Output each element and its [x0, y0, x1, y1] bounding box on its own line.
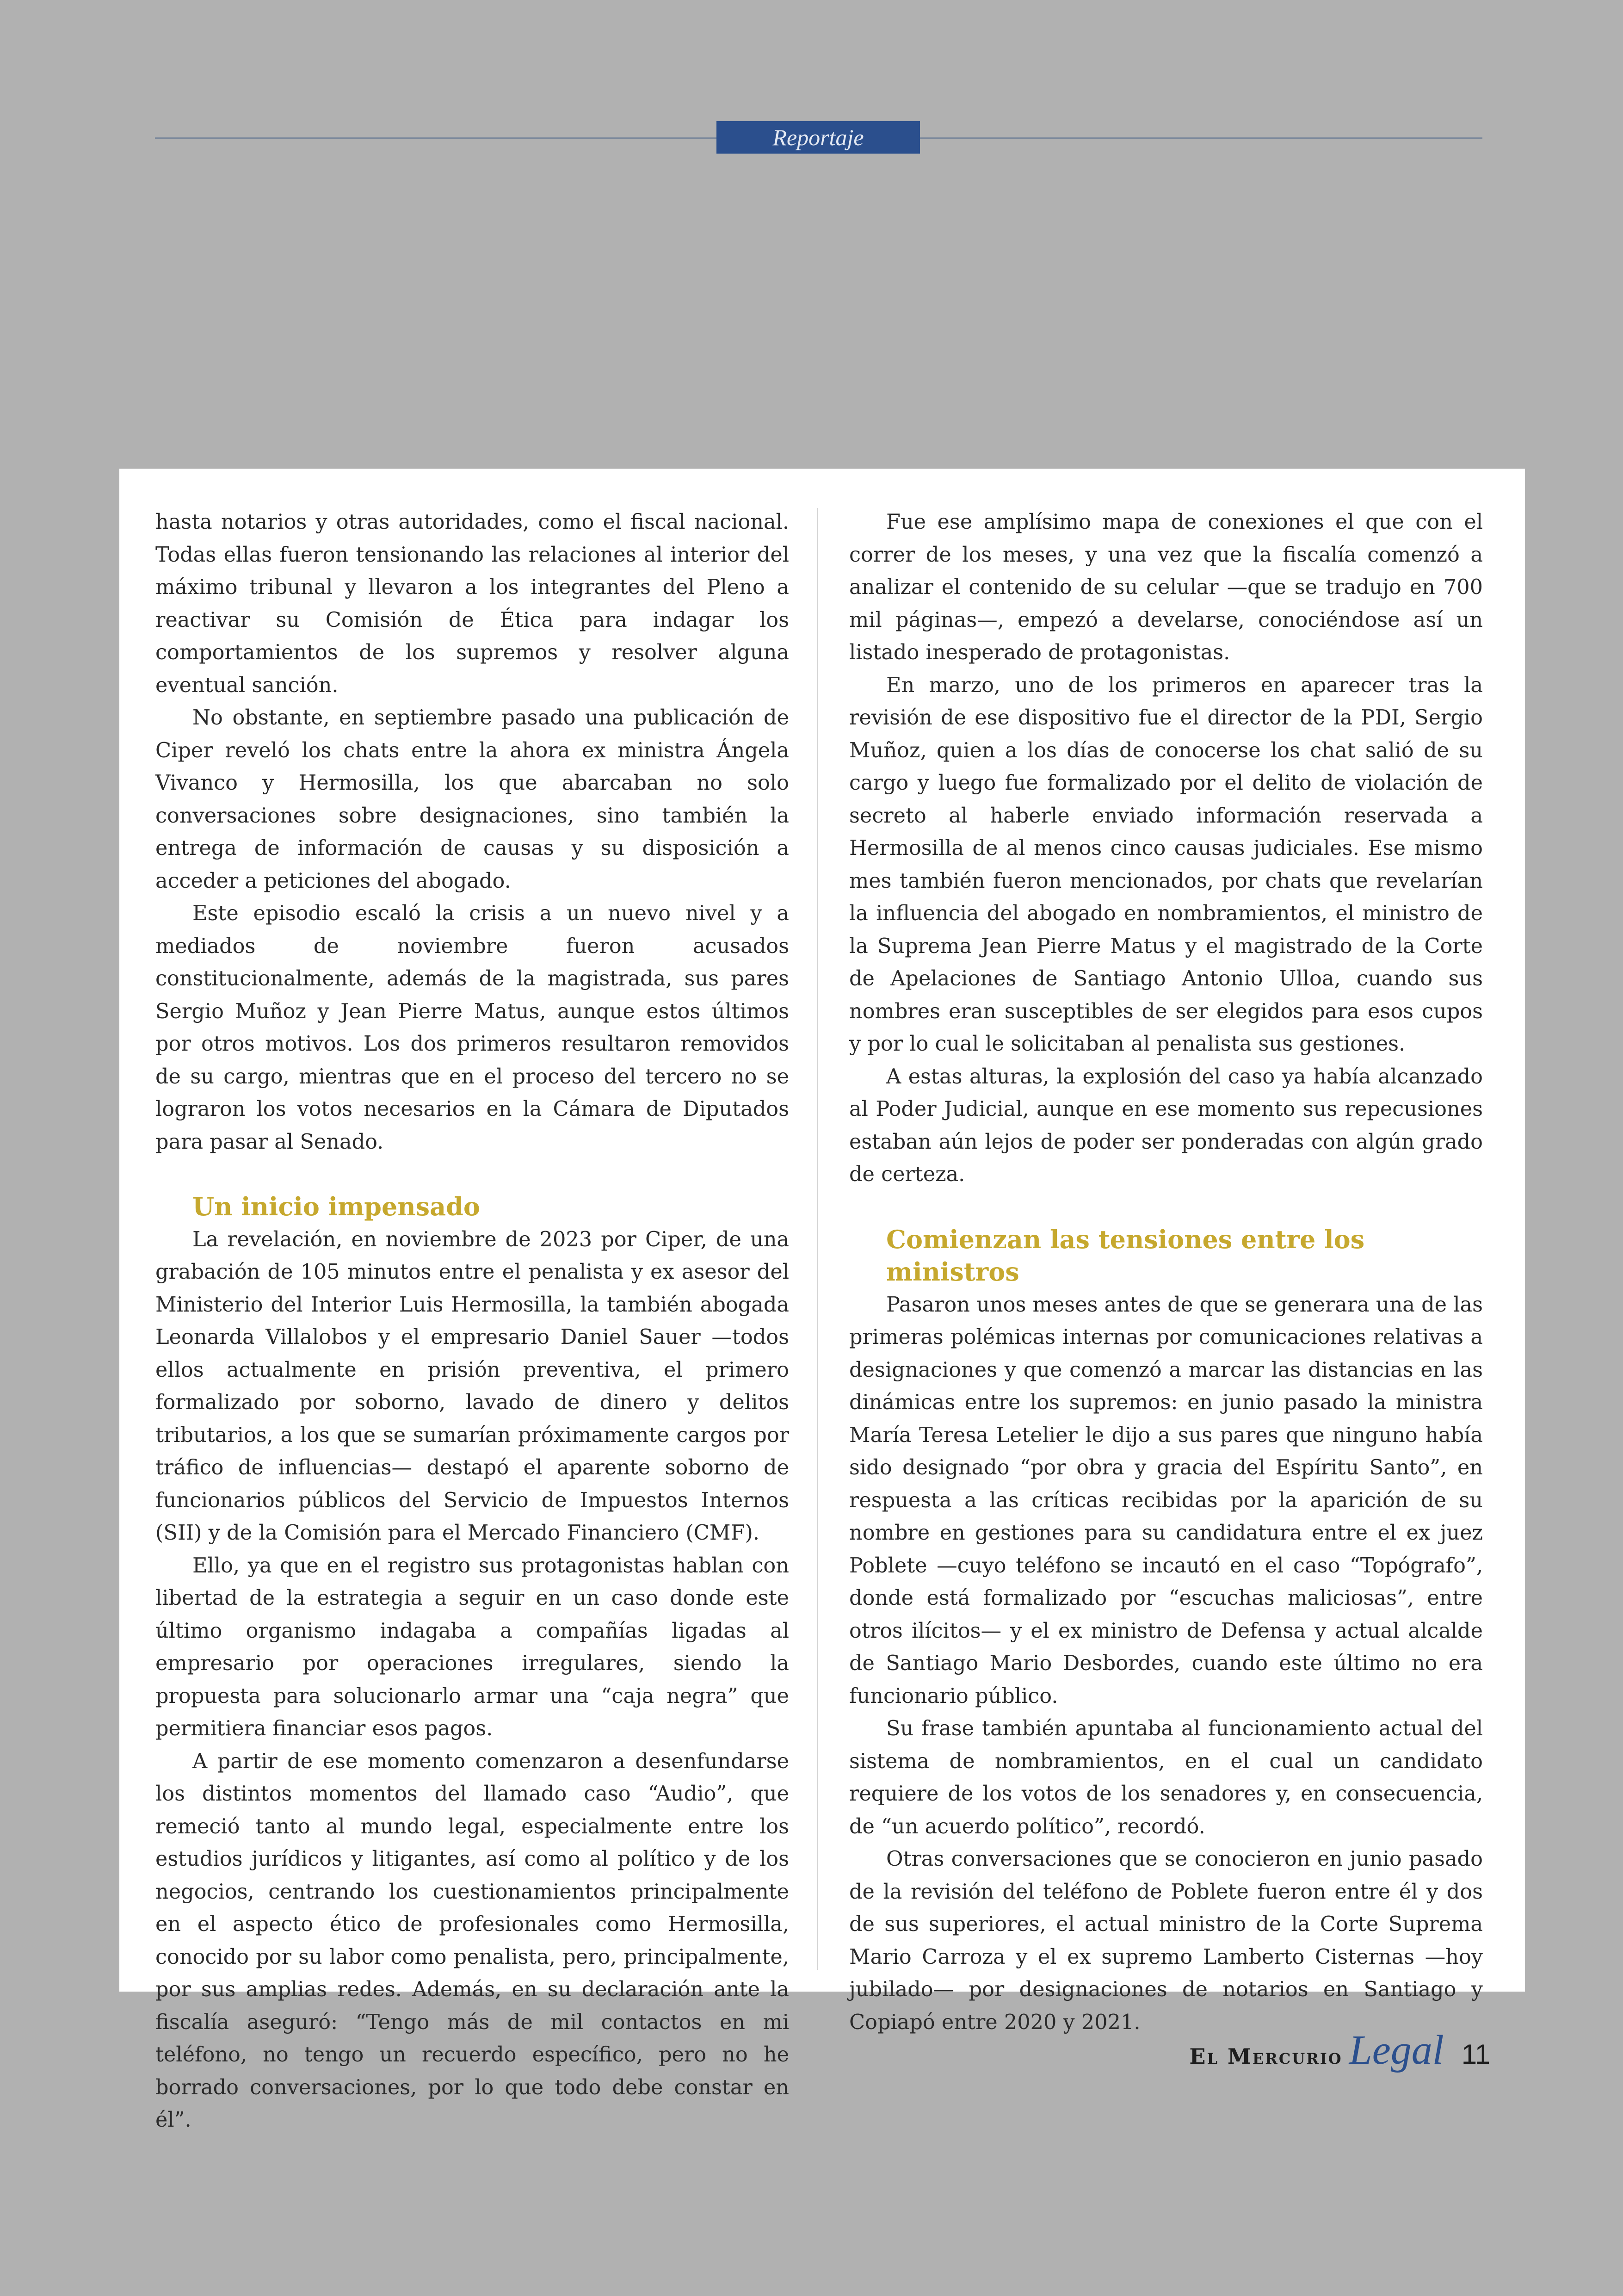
left-column: [155, 506, 789, 2136]
paragraph: hasta notarios y otras autoridades, como el fiscal nacional. Todas ellas fueron tensionando las relaciones al interior del máximo tribunal y llevaron a los integrantes del Pleno a reactivar su Comisión de Ética para indagar los comportamientos de los supremos y resolver alguna eventual sanción.: [155, 510, 789, 697]
paragraph: Ello, ya que en el registro sus protagonistas hablan con libertad de la estrategia a seguir en un caso donde este último organismo indagaba a compañías ligadas al empresario por operaciones irregulares, siendo la propuesta para solucionarlo armar una “caja negra” que permitiera financiar esos pagos.: [155, 1553, 789, 1740]
right-column: [849, 506, 1483, 2038]
paragraph: Pasaron unos meses antes de que se generara una de las primeras polémicas internas por comunicaciones relativas a designaciones y que comenzó a marcar las distancias en las dinámicas entre los supremos: en junio pasado la ministra María Teresa Letelier le dijo a sus pares que ninguno había sido designado “por obra y gracia del Espíritu Santo”, en respuesta a las críticas recibidas por la aparición de su nombre en gestiones para su candidatura entre el ex juez Poblete —cuyo teléfono se incautó en el caso “Topógrafo”, donde está formalizado por “escuchas maliciosas”, entre otros ilícitos— y el ex ministro de Defensa y actual alcalde de Santiago Mario Desbordes, cuando este último no era funcionario público.: [849, 1292, 1483, 1708]
section-heading: Un inicio impensado: [192, 1192, 480, 1221]
column-divider: [817, 508, 818, 1970]
paragraph: En marzo, uno de los primeros en aparecer tras la revisión de ese dispositivo fue el director de la PDI, Sergio Muñoz, quien a los días de conocerse los chat salió de su cargo y luego fue formalizado por el delito de violación de secreto al haberle enviado información reservada a Hermosilla de al menos cinco causas judiciales. Ese mismo mes también fueron mencionados, por chats que revelarían la influencia del abogado en nombramientos, el ministro de la Suprema Jean Pierre Matus y el magistrado de la Corte de Apelaciones de Santiago Antonio Ulloa, cuando sus nombres eran susceptibles de ser elegidos para esos cupos y por lo cual le solicitaban al penalista sus gestiones.: [849, 673, 1483, 1056]
paragraph: A partir de ese momento comenzaron a desenfundarse los distintos momentos del llamado caso “Audio”, que remeció tanto al mundo legal, especialmente entre los estudios jurídicos y litigantes, así como al político y de los negocios, centrando los cuestionamientos principalmente en el aspecto ético de profesionales como Hermosilla, conocido por su labor como penalista, pero, principalmente, por sus amplias redes. Además, en su declaración ante la fiscalía aseguró: “Tengo más de mil contactos en mi teléfono, no tengo un recuerdo específico, pero no he borrado conversaciones, por lo que todo debe constar en él”.: [155, 1749, 789, 2132]
paragraph: Este episodio escaló la crisis a un nuevo nivel y a mediados de noviembre fueron acusados constitucionalmente, además de la magistrada, sus pares Sergio Muñoz y Jean Pierre Matus, aunque estos últimos por otros motivos. Los dos primeros resultaron removidos de su cargo, mientras que en el proceso del tercero no se lograron los votos necesarios en la Cámara de Diputados para pasar al Senado.: [155, 901, 789, 1154]
section-label: Reportaje: [772, 124, 864, 150]
paragraph: Su frase también apuntaba al funcionamiento actual del sistema de nombramientos, en el cual un candidato requiere de los votos de los senadores y, en consecuencia, de “un acuerdo político”, recordó.: [849, 1716, 1483, 1838]
paragraph: No obstante, en septiembre pasado una publicación de Ciper reveló los chats entre la ahora ex ministra Ángela Vivanco y Hermosilla, los que abarcaban no solo conversaciones sobre designaciones, sino también la entrega de información de causas y su disposición a acceder a peticiones del abogado.: [155, 706, 789, 893]
page-number: 11: [1461, 2039, 1490, 2070]
section-tab: [716, 121, 920, 154]
paragraph: La revelación, en noviembre de 2023 por Ciper, de una grabación de 105 minutos entre el penalista y ex asesor del Ministerio del Interior Luis Hermosilla, la también abogada Leonarda Villalobos y el empresario Daniel Sauer —todos ellos actualmente en prisión preventiva, el primero formalizado por soborno, lavado de dinero y delitos tributarios, a los que se sumarían próximamente cargos por tráfico de influencias— destapó el aparente soborno de funcionarios públicos del Servicio de Impuestos Internos (SII) y de la Comisión para el Mercado Financiero (CMF).: [155, 1227, 789, 1545]
publication-brand: El Mercurio: [1189, 2044, 1343, 2069]
section-heading: Comienzan las tensiones entre los ministros: [886, 1224, 1365, 1287]
paragraph: Otras conversaciones que se conocieron en junio pasado de la revisión del teléfono de Poblete fueron entre él y dos de sus superiores, el actual ministro de la Corte Suprema Mario Carroza y el ex supremo Lamberto Cisternas —hoy jubilado— por designaciones de notarios en Santiago y Copiapó entre 2020 y 2021.: [849, 1847, 1483, 2034]
paragraph: A estas alturas, la explosión del caso ya había alcanzado al Poder Judicial, aunque en ese momento sus repecusiones estaban aún lejos de poder ser ponderadas con algún grado de certeza.: [849, 1064, 1483, 1186]
paragraph: Fue ese amplísimo mapa de conexiones el que con el correr de los meses, y una vez que la fiscalía comenzó a analizar el contenido de su celular —que se tradujo en 700 mil páginas—, empezó a develarse, conociéndose así un listado inesperado de protagonistas.: [849, 510, 1483, 664]
publication-section: Legal: [1349, 2027, 1444, 2073]
footer: [1189, 2026, 1490, 2082]
